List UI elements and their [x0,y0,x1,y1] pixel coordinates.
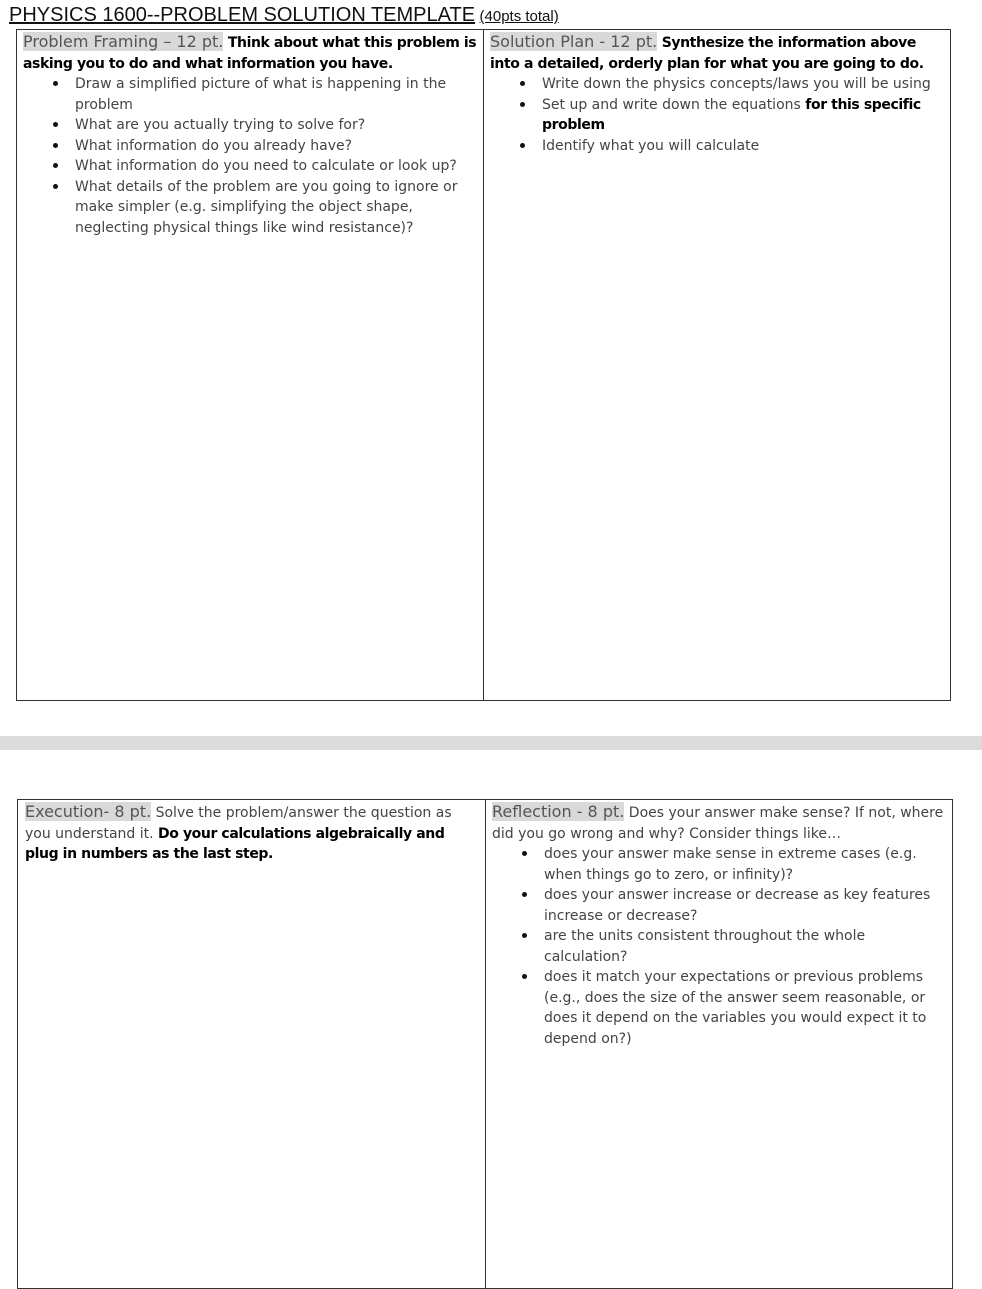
list-item: does it match your expectations or previous problems (e.g., does the size of the answer seem reasonable, or does it depend on the variables you would expect it to depend on?) [544,967,946,1049]
list-item: What information do you already have? [75,136,477,157]
list-item: What are you actually trying to solve for? [75,115,477,136]
reflection-box[interactable] [485,799,953,1289]
list-item: Draw a simplified picture of what is happening in the problem [75,74,477,115]
reflection-intro [492,802,946,844]
plan-instruction: Synthesize the information above into a detailed, orderly plan for what you are going to do. [490,35,924,72]
framing-heading: Problem Framing – 12 pt. [23,32,224,51]
plan-intro [490,32,944,74]
page-break [0,736,982,750]
framing-instruction: Think about what this problem is asking you to do and what information you have. [23,35,477,72]
list-item-text: Set up and write down the equations [542,96,801,113]
problem-framing-box[interactable] [16,29,484,701]
list-item: Identify what you will calculate [542,136,944,157]
plan-heading: Solution Plan - 12 pt. [490,32,658,51]
reflection-list [492,844,946,1049]
template-title: PHYSICS 1600--PROBLEM SOLUTION TEMPLATE [9,4,476,26]
list-item: What details of the problem are you going to ignore or make simpler (e.g. simplifying the object shape, neglecting physical things like wind resistance)? [75,177,477,239]
list-item: are the units consistent throughout the whole calculation? [544,926,946,967]
list-item: does your answer increase or decrease as key features increase or decrease? [544,885,946,926]
page-title [9,4,559,27]
framing-intro [23,32,477,74]
plan-list [490,74,944,156]
total-points: (40pts total) [479,8,559,25]
list-item-emphasis: for this specific problem [542,96,921,133]
execution-instruction-bold: Do your calculations algebraically and plug in numbers as the last step. [25,825,445,862]
framing-list [23,74,477,238]
execution-box[interactable] [17,799,486,1289]
execution-heading: Execution- 8 pt. [25,802,152,821]
execution-instruction: Solve the problem/answer the question as you understand it. [25,805,452,842]
list-item: Write down the physics concepts/laws you will be using [542,74,944,95]
list-item: does your answer make sense in extreme cases (e.g. when things go to zero, or infinity)? [544,844,946,885]
reflection-instruction: Does your answer make sense? If not, where did you go wrong and why? Consider things like… [492,805,944,842]
list-item: What information do you need to calculate or look up? [75,156,477,177]
reflection-heading: Reflection - 8 pt. [492,802,625,821]
list-item [542,95,944,136]
solution-plan-box[interactable] [483,29,951,701]
execution-intro [25,802,479,865]
